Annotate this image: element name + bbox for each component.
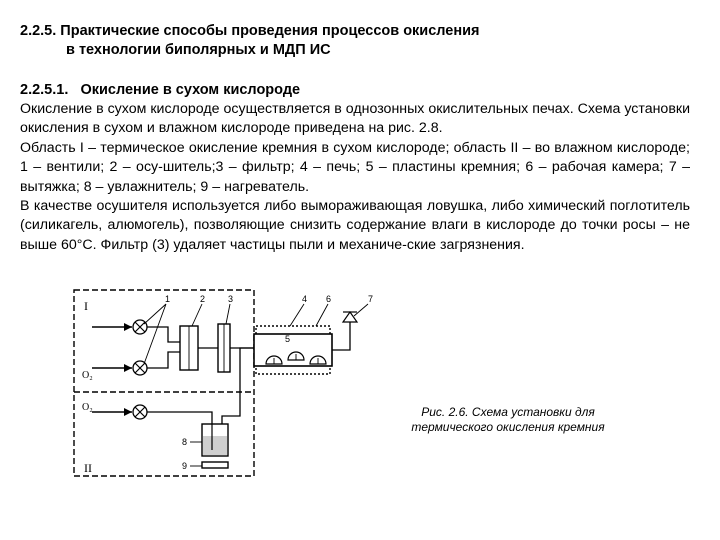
- paragraph-3: В качестве осушителя используется либо вымораживающая ловушка, либо химический поглотитель (силикагель, алюмогель), позволяющие снизить содержание влаги в кислороде до точки росы – не выше 60°С. Фильтр (3) удаляет частицы пыли и механиче-ские загрязнения.: [20, 198, 690, 253]
- part-number-3: 3: [228, 294, 234, 304]
- leader-line-1: [144, 304, 166, 364]
- region-label-2: II: [84, 461, 92, 475]
- pipe-valve-humidifier: [147, 412, 212, 424]
- pipe-dryer-bottom: [147, 352, 180, 368]
- gas-label-1: O₂: [82, 370, 93, 381]
- leader-line-7: [354, 304, 368, 316]
- part-number-4: 4: [302, 294, 308, 304]
- part-number-7: 7: [368, 294, 374, 304]
- leader-line-4: [290, 304, 304, 326]
- section-heading: [20, 22, 700, 60]
- part-number-1: 1: [165, 294, 171, 304]
- paragraph-2: Область I – термическое окисление кремния в сухом кислороде; область II – во влажном кислороде; 1 – вентили; 2 – осу-шитель;3 – фильтр; 4 – печь; 5 – пластины кремния; 6 – рабочая камера; 7 – вытяжка; 8 – увлажнитель; 9 – нагреватель.: [20, 139, 690, 195]
- gas-label-2: O₂: [82, 402, 93, 413]
- region-label-1: I: [84, 299, 88, 313]
- paragraph-1: Окисление в сухом кислороде осуществляется в однозонных окислительных печах. Схема установки окисления в сухом и влажном кислороде приведена на рис. 2.8.: [20, 101, 690, 137]
- valve-2: [133, 361, 147, 375]
- leader-line-5: [316, 304, 328, 326]
- part-number-8: 8: [182, 437, 188, 447]
- inlet-arrowhead-1: [124, 323, 132, 331]
- pipe-dryer-top: [147, 327, 180, 342]
- part-number-5: 5: [285, 334, 291, 344]
- inlet-arrowhead-2: [124, 364, 132, 372]
- inlet-arrowhead-3: [124, 408, 132, 416]
- oxidation-setup-diagram: [70, 286, 390, 482]
- leader-line-3: [226, 304, 230, 324]
- valve-1: [133, 320, 147, 334]
- exhaust-valve: [343, 312, 357, 322]
- leader-line-2: [192, 304, 202, 326]
- section-heading-line-1: 2.2.5. Практические способы проведения процессов окисления: [20, 23, 480, 39]
- part-number-9: 9: [182, 461, 188, 471]
- part-number-6: 6: [326, 294, 332, 304]
- heater: [202, 462, 228, 468]
- section-heading-line-2: в технологии биполярных и МДП ИС: [66, 42, 331, 58]
- body-text: [20, 100, 690, 255]
- subsection-heading: 2.2.5.1. Окисление в сухом кислороде: [20, 82, 301, 98]
- part-number-2: 2: [200, 294, 206, 304]
- figure-caption: Рис. 2.6. Схема установки для термического окисления кремния: [411, 405, 605, 434]
- valve-3: [133, 405, 147, 419]
